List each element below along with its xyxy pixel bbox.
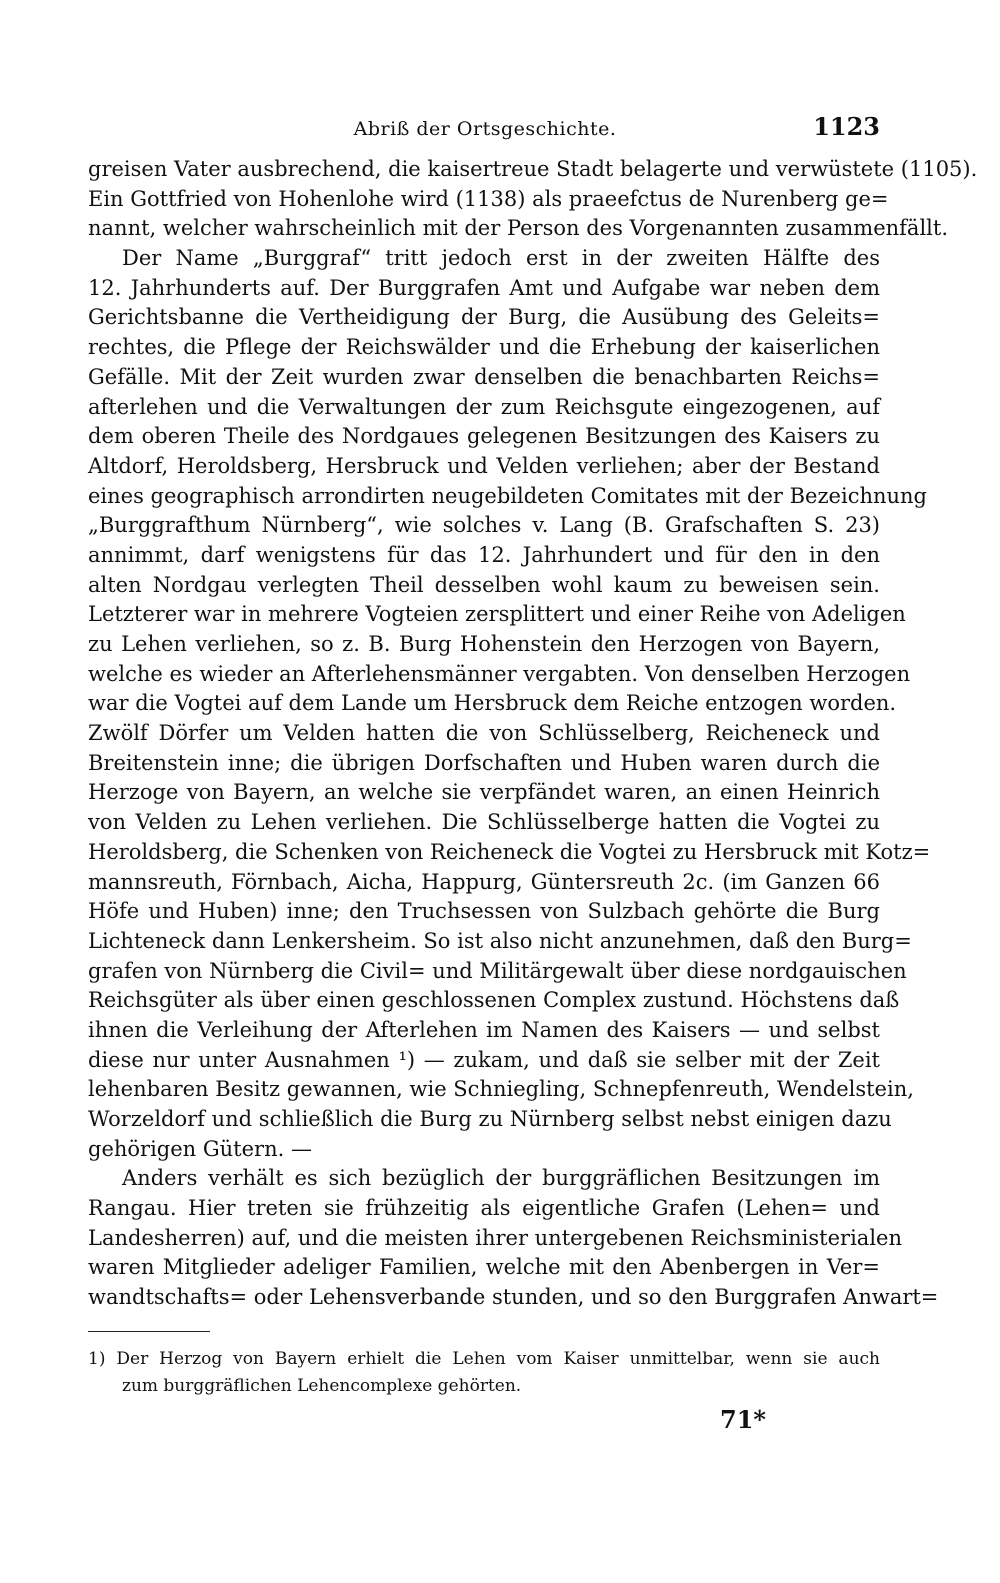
text-line: alten Nordgau verlegten Theil desselben wohl kaum zu beweisen sein. [88,572,880,597]
text-line: afterlehen und die Verwaltungen der zum Reichsgute eingezogenen, auf [88,394,880,419]
text-line: war die Vogtei auf dem Lande um Hersbruck dem Reiche entzogen worden. [88,691,897,716]
running-head [90,112,880,148]
text-line: mannsreuth, Förnbach, Aicha, Happurg, Güntersreuth 2c. (im Ganzen 66 [88,869,880,894]
text-line: „Burggrafthum Nürnberg“, wie solches v. Lang (B. Grafschaften S. 23) [88,513,880,538]
text-line: rechtes, die Pflege der Reichswälder und die Erhebung der kaiserlichen [88,335,880,360]
text-line: Zwölf Dörfer um Velden hatten die von Schlüsselberg, Reicheneck und [88,721,880,746]
text-line: gehörigen Gütern. — [88,1136,312,1161]
text-line: Rangau. Hier treten sie frühzeitig als eigentliche Grafen (Lehen= und [88,1196,880,1221]
running-title: Abriß der Ortsgeschichte. [353,118,617,140]
text-line: Landesherren) auf, und die meisten ihrer untergebenen Reichsministerialen [88,1225,902,1250]
text-line: diese nur unter Ausnahmen ¹) — zukam, und daß sie selber mit der Zeit [88,1047,880,1072]
footnotes [88,1346,880,1400]
text-line: greisen Vater ausbrechend, die kaisertreue Stadt belagerte und verwüstete (1105). [88,157,978,181]
paragraph-start: Anders verhält es sich bezüglich der burggräflichen Besitzungen im [122,1166,880,1191]
footnote-divider [88,1331,210,1332]
text-line: Letzterer war in mehrere Vogteien zersplittert und einer Reihe von Adeligen [88,602,906,627]
text-line: Heroldsberg, die Schenken von Reicheneck die Vogtei zu Hersbruck mit Kotz= [88,839,931,864]
text-line: Ein Gottfried von Hohenlohe wird (1138) als praeefctus de Nurenberg ge= [88,186,889,211]
text-line: Höfe und Huben) inne; den Truchsessen von Sulzbach gehörte die Burg [88,899,880,924]
text-line: wandtschafts= oder Lehensverbande stunden, und so den Burggrafen Anwart= [88,1285,939,1310]
text-line: annimmt, darf wenigstens für das 12. Jahrhundert und für den in den [88,542,880,567]
footnote-line: zum burggräflichen Lehencomplexe gehörten. [122,1376,522,1396]
signature-mark: 71* [720,1405,766,1434]
text-line: nannt, welcher wahrscheinlich mit der Person des Vorgenannten zusammenfällt. [88,216,948,241]
text-line: welche es wieder an Afterlehensmänner vergabten. Von denselben Herzogen [88,661,911,686]
footnote-line: 1) Der Herzog von Bayern erhielt die Lehen vom Kaiser unmittelbar, wenn sie auch [88,1349,880,1369]
text-line: von Velden zu Lehen verliehen. Die Schlüsselberge hatten die Vogtei zu [88,810,880,835]
text-line: eines geographisch arrondirten neugebildeten Comitates mit der Bezeichnung [88,483,927,508]
paragraph-start: Der Name „Burggraf“ tritt jedoch erst in der zweiten Hälfte des [122,246,880,271]
text-line: Worzeldorf und schließlich die Burg zu Nürnberg selbst nebst einigen dazu [88,1107,892,1131]
text-line: Breitenstein inne; die übrigen Dorfschaften und Huben waren durch die [88,750,880,775]
text-line: Herzoge von Bayern, an welche sie verpfändet waren, an einen Heinrich [88,780,880,805]
text-line: Gefälle. Mit der Zeit wurden zwar denselben die benachbarten Reichs= [88,364,880,389]
page-number: 1123 [813,112,880,141]
text-line: Reichsgüter als über einen geschlossenen Complex zustund. Höchstens daß [88,988,900,1013]
text-line: 12. Jahrhunderts auf. Der Burggrafen Amt und Aufgabe war neben dem [88,275,880,300]
text-line: zu Lehen verliehen, so z. B. Burg Hohenstein den Herzogen von Bayern, [88,632,880,656]
text-line: waren Mitglieder adeliger Familien, welche mit den Abenbergen in Ver= [88,1255,880,1280]
text-line: dem oberen Theile des Nordgaues gelegenen Besitzungen des Kaisers zu [88,424,880,449]
text-line: Lichteneck dann Lenkersheim. So ist also nicht anzunehmen, daß den Burg= [88,928,912,953]
text-line: Altdorf, Heroldsberg, Hersbruck und Velden verliehen; aber der Bestand [88,453,880,478]
body-text [88,155,978,1313]
text-line: lehenbaren Besitz gewannen, wie Schniegling, Schnepfenreuth, Wendelstein, [88,1077,914,1102]
text-line: grafen von Nürnberg die Civil= und Militärgewalt über diese nordgauischen [88,958,907,983]
text-line: ihnen die Verleihung der Afterlehen im Namen des Kaisers — und selbst [88,1017,880,1042]
text-line: Gerichtsbanne die Vertheidigung der Burg, die Ausübung des Geleits= [88,305,880,330]
